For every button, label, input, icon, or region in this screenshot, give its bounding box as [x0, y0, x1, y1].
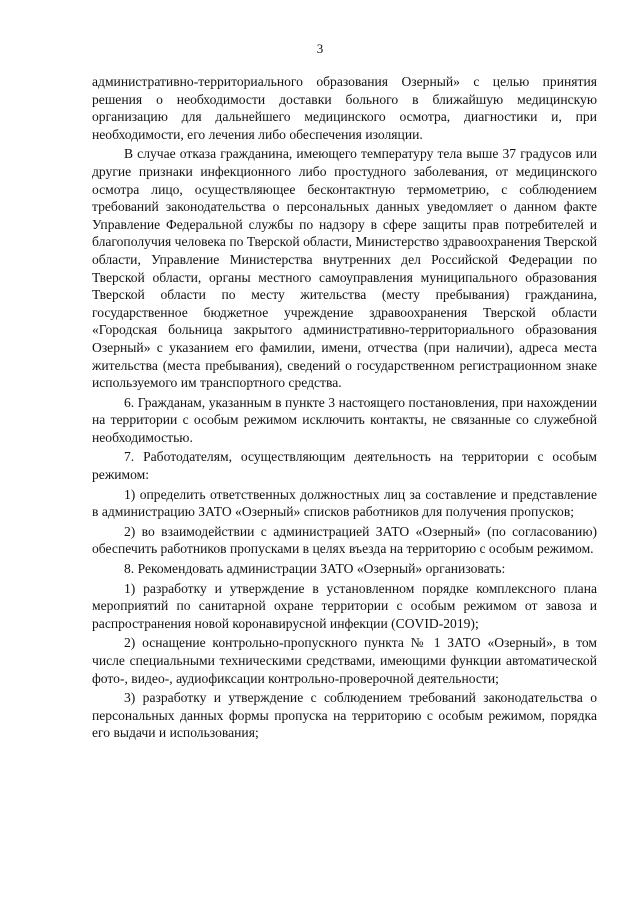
- paragraph-item-8-1: 1) разработку и утверждение в установленном порядке комплексного плана мероприятий по санитарной охране территории с особым режимом от завоза и распространения новой коронавирусной инфекции (COVID-2019);: [92, 580, 597, 631]
- paragraph-item-7-1: 1) определить ответственных должностных лиц за составление и представление в администрацию ЗАТО «Озерный» списков работников для получения пропусков;: [92, 486, 597, 520]
- paragraph-item-7: 7. Работодателям, осуществляющим деятельность на территории с особым режимом:: [92, 449, 597, 483]
- paragraph-item-7-2: 2) во взаимодействии с администрацией ЗАТО «Озерный» (по согласованию) обеспечить работников пропусками в целях въезда на территорию с особым режимом.: [92, 523, 597, 557]
- paragraph-item-6: 6. Гражданам, указанным в пункте 3 настоящего постановления, при нахождении на территории с особым режимом исключить контакты, не связанные со служебной необходимостью.: [92, 394, 597, 445]
- paragraph-item-8: 8. Рекомендовать администрации ЗАТО «Озерный» организовать:: [124, 561, 506, 577]
- page-number: 3: [316, 41, 324, 56]
- paragraph-item-8-2: 2) оснащение контрольно-пропускного пункта № 1 ЗАТО «Озерный», в том числе специальными техническими средствами, имеющими функции автоматической фото-, видео-, аудиофиксации контрольно-проверочной деятельности;: [92, 635, 597, 686]
- paragraph-refusal-notification: В случае отказа гражданина, имеющего температуру тела выше 37 градусов или другие признаки инфекционного либо простудного заболевания, от медицинского осмотра лицо, осуществляющее бесконтактную термометрию, с соблюдением требований законодательства о персональных данных уведомляет о данном факте Управление Федеральной службы по надзору в сфере защиты прав потребителей и благополучия человека по Тверской области, Министерство здравоохранения Тверской области, Управление Министерства внутренних дел Российской Федерации по Тверской области, органы местного самоуправления муниципального образования Тверской области по месту жительства (месту пребывания) гражданина, государственное бюджетное учреждение здравоохранения Тверской области «Городская больница закрытого административно-территориального образования Озерный» с указанием его фамилии, имени, отчества (при наличии), адреса места жительства (места пребывания), сведений о государственном регистрационном знаке используемого им транспортного средства.: [92, 146, 597, 391]
- paragraph-item-8-3: 3) разработку и утверждение с соблюдением требований законодательства о персональных данных формы пропуска на территорию с особым режимом, порядка его выдачи и использования;: [92, 690, 597, 741]
- paragraph-continuation: административно-территориального образования Озерный» с целью принятия решения о необходимости доставки больного в ближайшую медицинскую организацию для дальнейшего медицинского осмотра, диагностики и, при необходимости, его лечения либо обеспечения изоляции.: [92, 74, 597, 142]
- document-body: [92, 73, 597, 744]
